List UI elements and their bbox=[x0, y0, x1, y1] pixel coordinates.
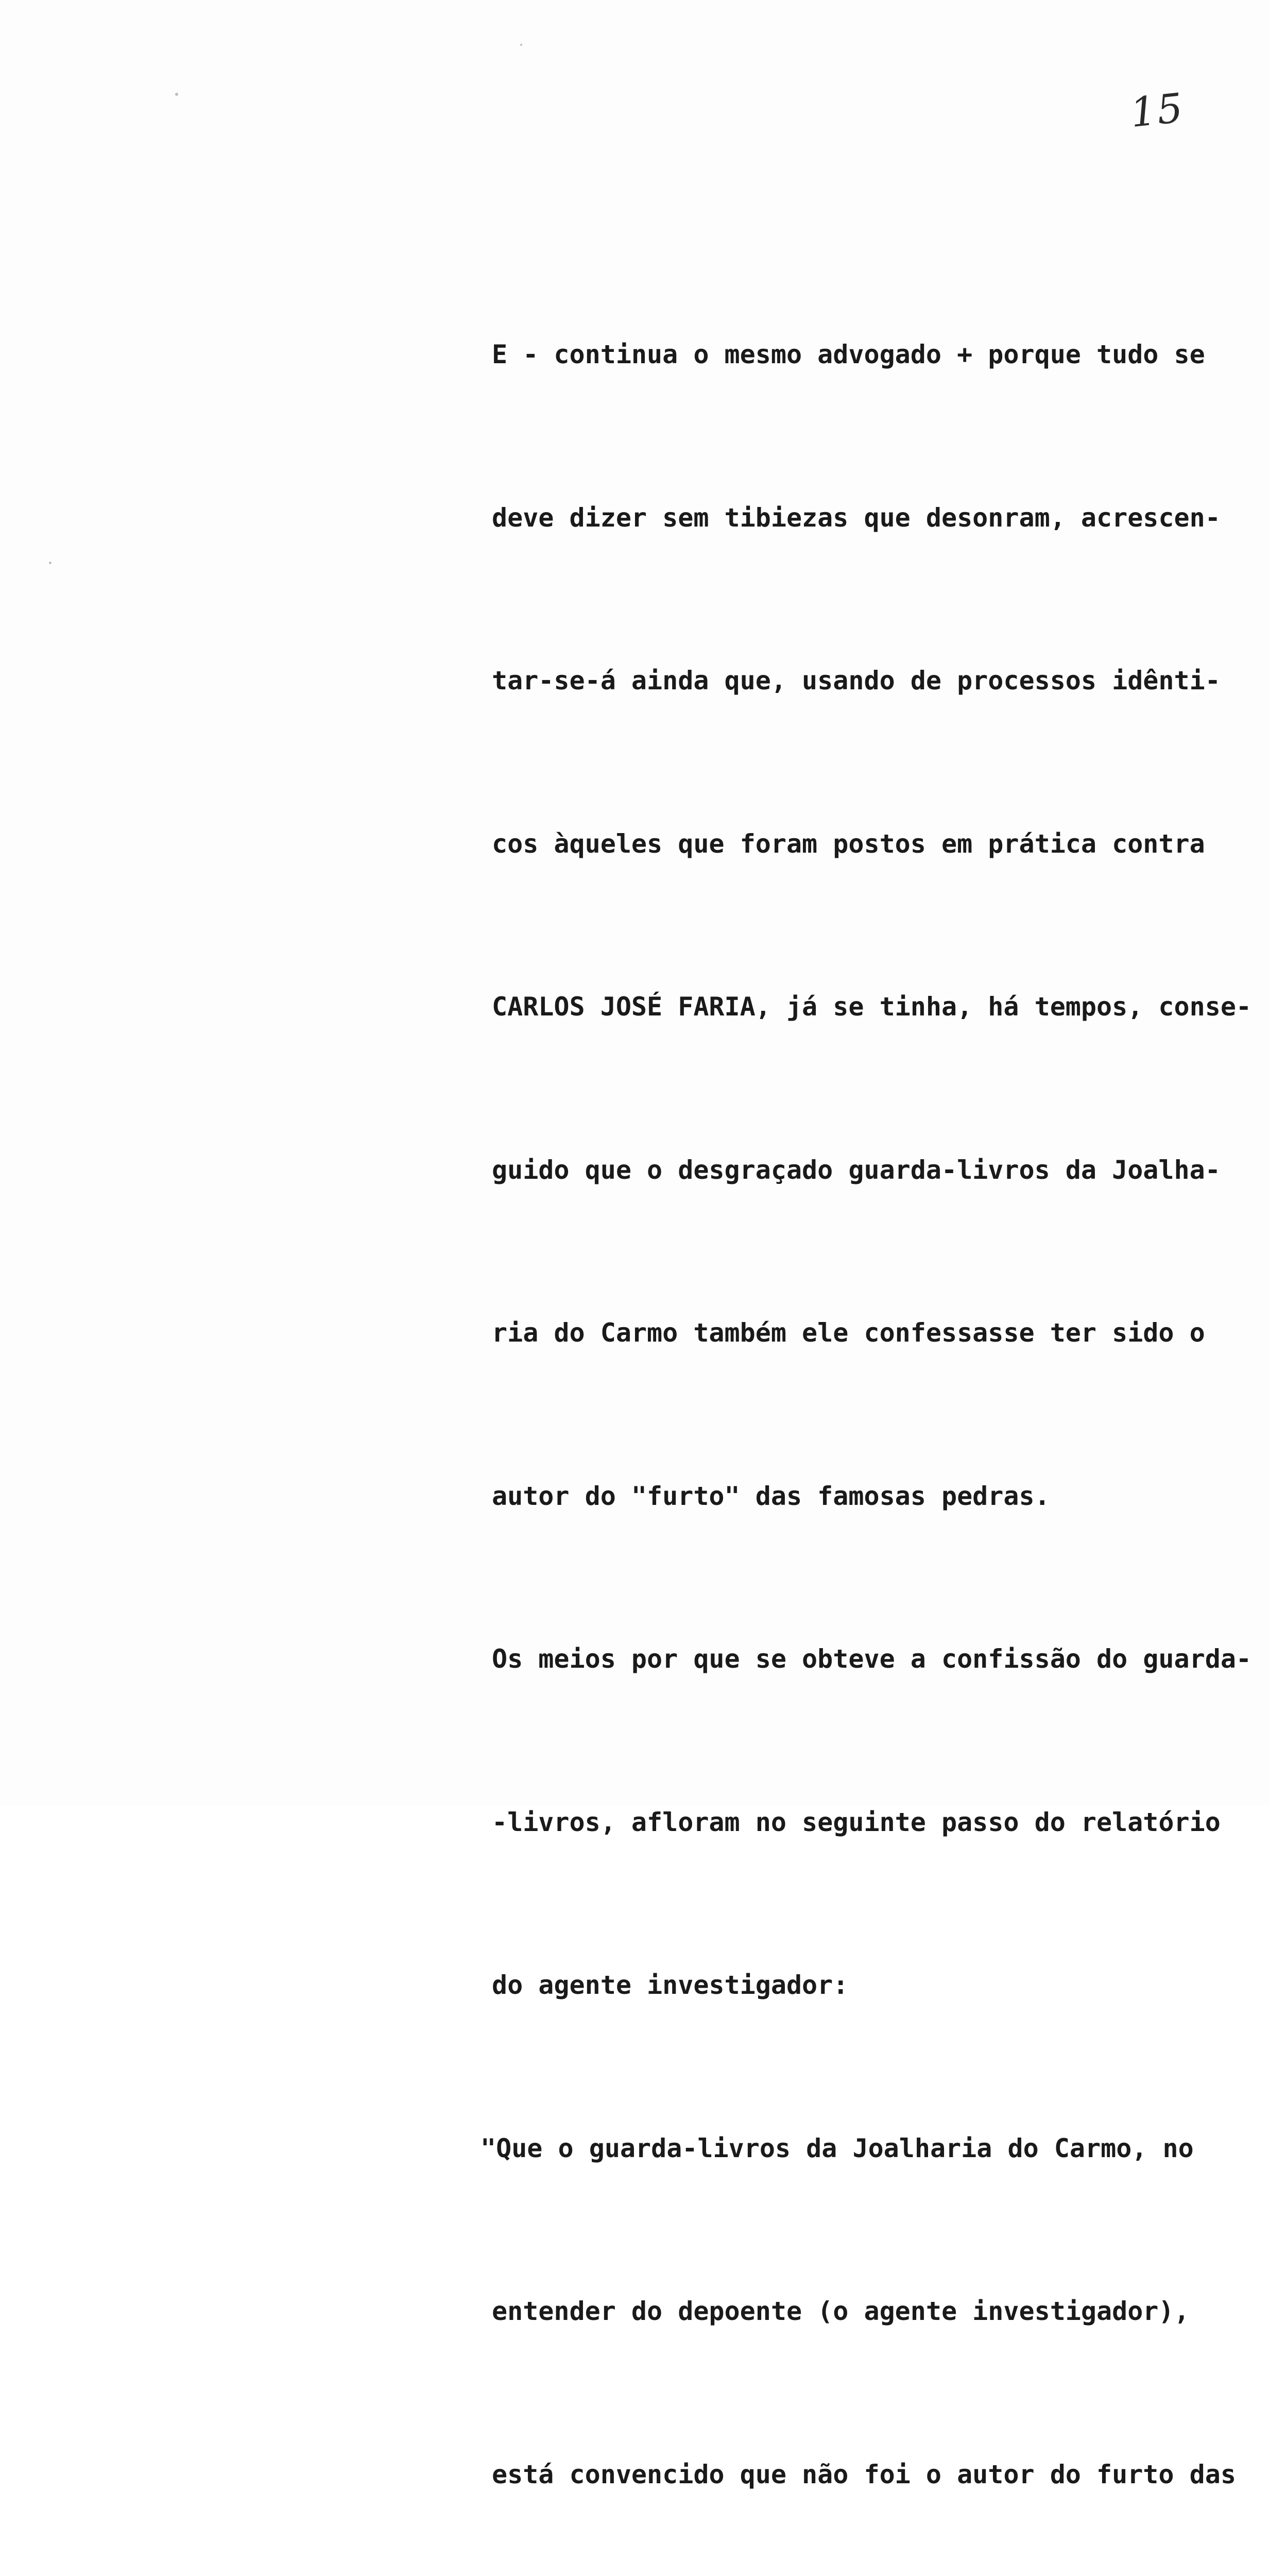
text-line: CARLOS JOSÉ FARIA, já se tinha, há tempos, conse- bbox=[492, 992, 1252, 1022]
text-line: cos àqueles que foram postos em prática contra bbox=[492, 828, 1205, 859]
scan-speck bbox=[520, 44, 522, 46]
text-line: deve dizer sem tibiezas que desonram, acrescen- bbox=[492, 502, 1221, 533]
body-text bbox=[481, 219, 1254, 2576]
text-line: "Que o guarda-livros da Joalharia do Carmo, no bbox=[481, 2133, 1194, 2163]
text-line: guido que o desgraçado guarda-livros da Joalha- bbox=[492, 1155, 1221, 1185]
text-line: está convencido que não foi o autor do furto das bbox=[492, 2459, 1236, 2489]
scan-speck bbox=[49, 562, 52, 564]
text-line: ria do Carmo também ele confessasse ter sido o bbox=[492, 1318, 1205, 1348]
text-line: E - continua o mesmo advogado + porque tudo se bbox=[492, 340, 1205, 369]
text-line: Os meios por que se obteve a confissão do guarda- bbox=[492, 1644, 1252, 1674]
page-number: 15 bbox=[1128, 84, 1186, 137]
scan-speck bbox=[175, 93, 178, 96]
text-line: -livros, afloram no seguinte passo do relatório bbox=[492, 1807, 1221, 1837]
text-line: entender do depoente (o agente investigador), bbox=[492, 2296, 1190, 2326]
text-line: autor do "furto" das famosas pedras. bbox=[492, 1481, 1050, 1511]
text-line: do agente investigador: bbox=[492, 1970, 849, 2000]
text-line: tar-se-á ainda que, usando de processos idênti- bbox=[492, 666, 1221, 696]
